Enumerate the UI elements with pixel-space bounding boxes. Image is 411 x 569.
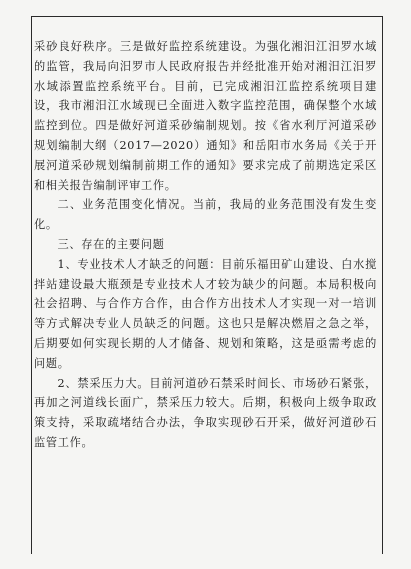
section-heading-main-problems: 三、存在的主要问题 [57, 237, 165, 251]
paragraph-talent-shortage: 1、专业技术人才缺乏的问题：目前乐福田矿山建设、白水搅拌站建设最大瓶颈是专业技术人才较为缺少的问题。本局积极向社会招聘、与合作方合作，由合作方出技术人才实现一对一培训等方式解决专业人员缺乏的问题。这也只是解决燃眉之急之举，后期要如何实现长期的人才储备、规划和策略，这是亟需考虑的问题。 [34, 257, 377, 370]
document-body [34, 37, 377, 453]
paragraph-business-scope: 二、业务范围变化情况。当前，我局的业务范围没有发生变化。 [34, 198, 377, 232]
paragraph-mining-order: 采砂良好秩序。三是做好监控系统建设。为强化湘汨江汨罗水域的监管，我局向汨罗市人民政府报告并经批准开始对湘汨江汨罗水域添置监控系统平台。目前，已完成湘汨江监控系统项目建设，我市湘汨江水域现已全面进入数字监控范围，确保整个水域监控到位。四是做好河道采砂编制规划。按《省水利厅河道采砂规划编制大纲（2017—2020）通知》和岳阳市水务局《关于开展河道采砂规划编制前期工作的通知》要求完成了前期选定采区和相关报告编制评审工作。 [34, 40, 377, 192]
paragraph-mining-ban-pressure: 2、禁采压力大。目前河道砂石禁采时间长、市场砂石紧张，再加之河道线长面广，禁采压力较大。后期，积极向上级争取政策支持，采取疏堵结合办法，争取实现砂石开采，做好河道砂石监管工作。 [34, 376, 377, 449]
